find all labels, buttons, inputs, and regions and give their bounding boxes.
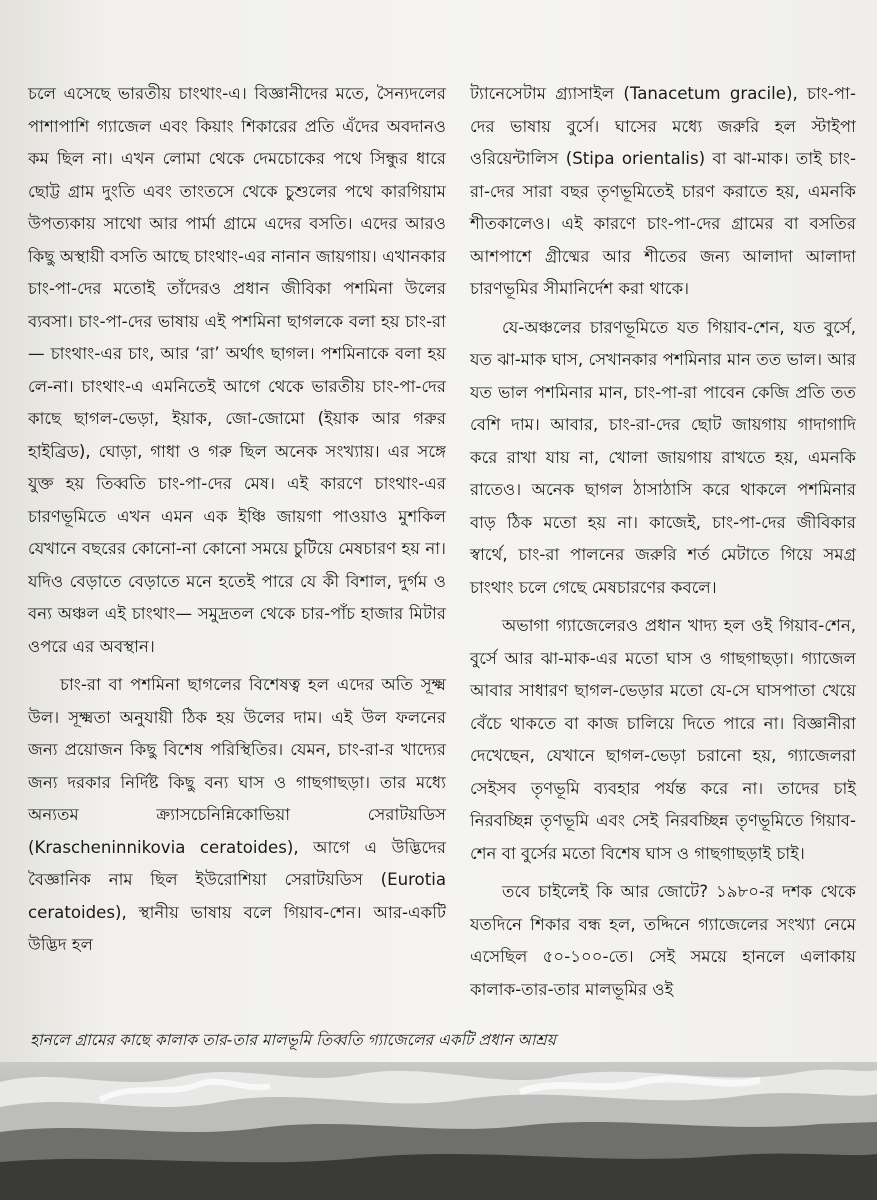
paragraph: অভাগা গ্যাজেলেরও প্রধান খাদ্য হল ওই গিয়াব-শেন, বুর্সে আর ঝা-মাক-এর মতো ঘাস ও গাছগাছড়া। গ্যাজেল আবার সাধারণ ছাগল-ভেড়ার মতো যে-সে ঘাসপাতা খেয়ে বেঁচে থাকতে বা কাজ চালিয়ে দিতে পারে না। বিজ্ঞানীরা দেখেছেন, যেখানে ছাগল-ভেড়া চরানো হয়, গ্যাজেলরা সেইসব তৃণভূমি ব্যবহার পর্যন্ত করে না। তাদের চাই নিরবচ্ছিন্ন তৃণভূমি এবং সেই নিরবচ্ছিন্ন তৃণভূমিতে গিয়াব-শেন বা বুর্সের মতো বিশেষ ঘাস ও গাছগাছড়াই চাই। bbox=[470, 616, 856, 863]
left-column bbox=[28, 78, 446, 962]
landscape-photo bbox=[0, 1062, 877, 1200]
paragraph: যে-অঞ্চলের চারণভূমিতে যত গিয়াব-শেন, যত বুর্সে, যত ঝা-মাক ঘাস, সেখানকার পশমিনার মান তত ভাল। আর যত ভাল পশমিনার মান, চাং-পা-রা পাবেন কেজি প্রতি তত বেশি দাম। আবার, চাং-রা-দের ছোট জায়গায় গাদাগাদি করে রাখা যায় না, খোলা জায়গায় রাখতে হয়, এমনকি রাতেও। অনেক ছাগল ঠাসাঠাসি করে থাকলে পশমিনার বাড় ঠিক মতো হয় না। কাজেই, চাং-পা-দের জীবিকার স্বার্থে, চাং-রা পালনের জরুরি শর্ত মেটাতে গিয়ে সমগ্র চাংথাং চলে গেছে মেষচারণের কবলে। bbox=[470, 317, 856, 597]
right-column bbox=[470, 78, 856, 1006]
paragraph: তবে চাইলেই কি আর জোটে? ১৯৮০-র দশক থেকে যতদিনে শিকার বন্ধ হল, তদ্দিনে গ্যাজেলের সংখ্যা নেমে এসেছিল ৫০-১০০-তে। সেই সময়ে হানলে এলাকায় কালাক-তার-তার মালভূমির ওই bbox=[470, 882, 856, 999]
paragraph: চলে এসেছে ভারতীয় চাংথাং-এ। বিজ্ঞানীদের মতে, সৈন্যদলের পাশাপাশি গ্যাজেল এবং কিয়াং শিকারের প্রতি এঁদের অবদানও কম ছিল না। এখন লোমা থেকে দেমচোকের পথে সিন্ধুর ধারে ছোট্ট গ্রাম দুংতি এবং তাংতসে থেকে চুশুলের পথে কারগিয়াম উপত্যকায় সাথো আর পার্মা গ্রামে এদের বসতি। এদের আরও কিছু অস্থায়ী বসতি আছে চাংথাং-এর নানান জায়গায়। এখানকার চাং-পা-দের মতোই তাঁদেরও প্রধান জীবিকা পশমিনা উলের ব্যবসা। চাং-পা-দের ভাষায় এই পশমিনা ছাগলকে বলা হয় চাং-রা— চাংথাং-এর চাং, আর ‘রা’ অর্থাৎ ছাগল। পশমিনাকে বলা হয় লে-না। চাংথাং-এ এমনিতেই আগে থেকে ভারতীয় চাং-পা-দের কাছে ছাগল-ভেড়া, ইয়াক, জো-জোমো (ইয়াক আর গরুর হাইব্রিড), ঘোড়া, গাধা ও গরু ছিল অনেক সংখ্যায়। এর সঙ্গে যুক্ত হয় তিব্বতি চাং-পা-দের মেষ। এই কারণে চাংথাং-এর চারণভূমিতে এখন এমন এক ইঞ্চি জায়গা পাওয়াও মুশকিল যেখানে বছরের কোনো-না কোনো সময়ে চুটিয়ে মেষচারণ হয় না। যদিও বেড়াতে বেড়াতে মনে হতেই পারে যে কী বিশাল, দুর্গম ও বন্য অঞ্চল এই চাংথাং— সমুদ্রতল থেকে চার-পাঁচ হাজার মিটার ওপরে এর অবস্থান। bbox=[28, 84, 446, 656]
photo-caption: হানলে গ্রামের কাছে কালাক তার-তার মালভূমি তিব্বতি গ্যাজেলের একটি প্রধান আশ্রয় bbox=[30, 1031, 556, 1049]
paragraph: ট্যানেসেটাম গ্র্যাসাইল (Tanacetum gracile), চাং-পা-দের ভাষায় বুর্সে। ঘাসের মধ্যে জরুরি হল স্টাইপা ওরিয়েন্টালিস (Stipa orientalis) বা ঝা-মাক। তাই চাং-রা-দের সারা বছর তৃণভূমিতেই চারণ করাতে হয়, এমনকি শীতকালেও। এই কারণে চাং-পা-দের গ্রামের বা বসতির আশপাশে গ্রীষ্মের আর শীতের জন্য আলাদা আলাদা চারণভূমির সীমানির্দেশ করা থাকে। bbox=[470, 84, 856, 298]
paragraph: চাং-রা বা পশমিনা ছাগলের বিশেষত্ব হল এদের অতি সূক্ষ্ম উল। সূক্ষ্মতা অনুযায়ী ঠিক হয় উলের দাম। এই উল ফলনের জন্য প্রয়োজন কিছু বিশেষ পরিস্থিতির। যেমন, চাং-রা-র খাদ্যের জন্য দরকার নির্দিষ্ট কিছু বন্য ঘাস ও গাছগাছড়া। তার মধ্যে অন্যতম ক্র্যাসচেনিন্নিকোভিয়া সেরাটয়ডিস (Krascheninnikovia ceratoides), আগে এ উদ্ভিদের বৈজ্ঞানিক নাম ছিল ইউরোশিয়া সেরাটয়ডিস (Eurotia ceratoides), স্থানীয় ভাষায় বলে গিয়াব-শেন। আর-একটি উদ্ভিদ হল bbox=[28, 675, 446, 954]
